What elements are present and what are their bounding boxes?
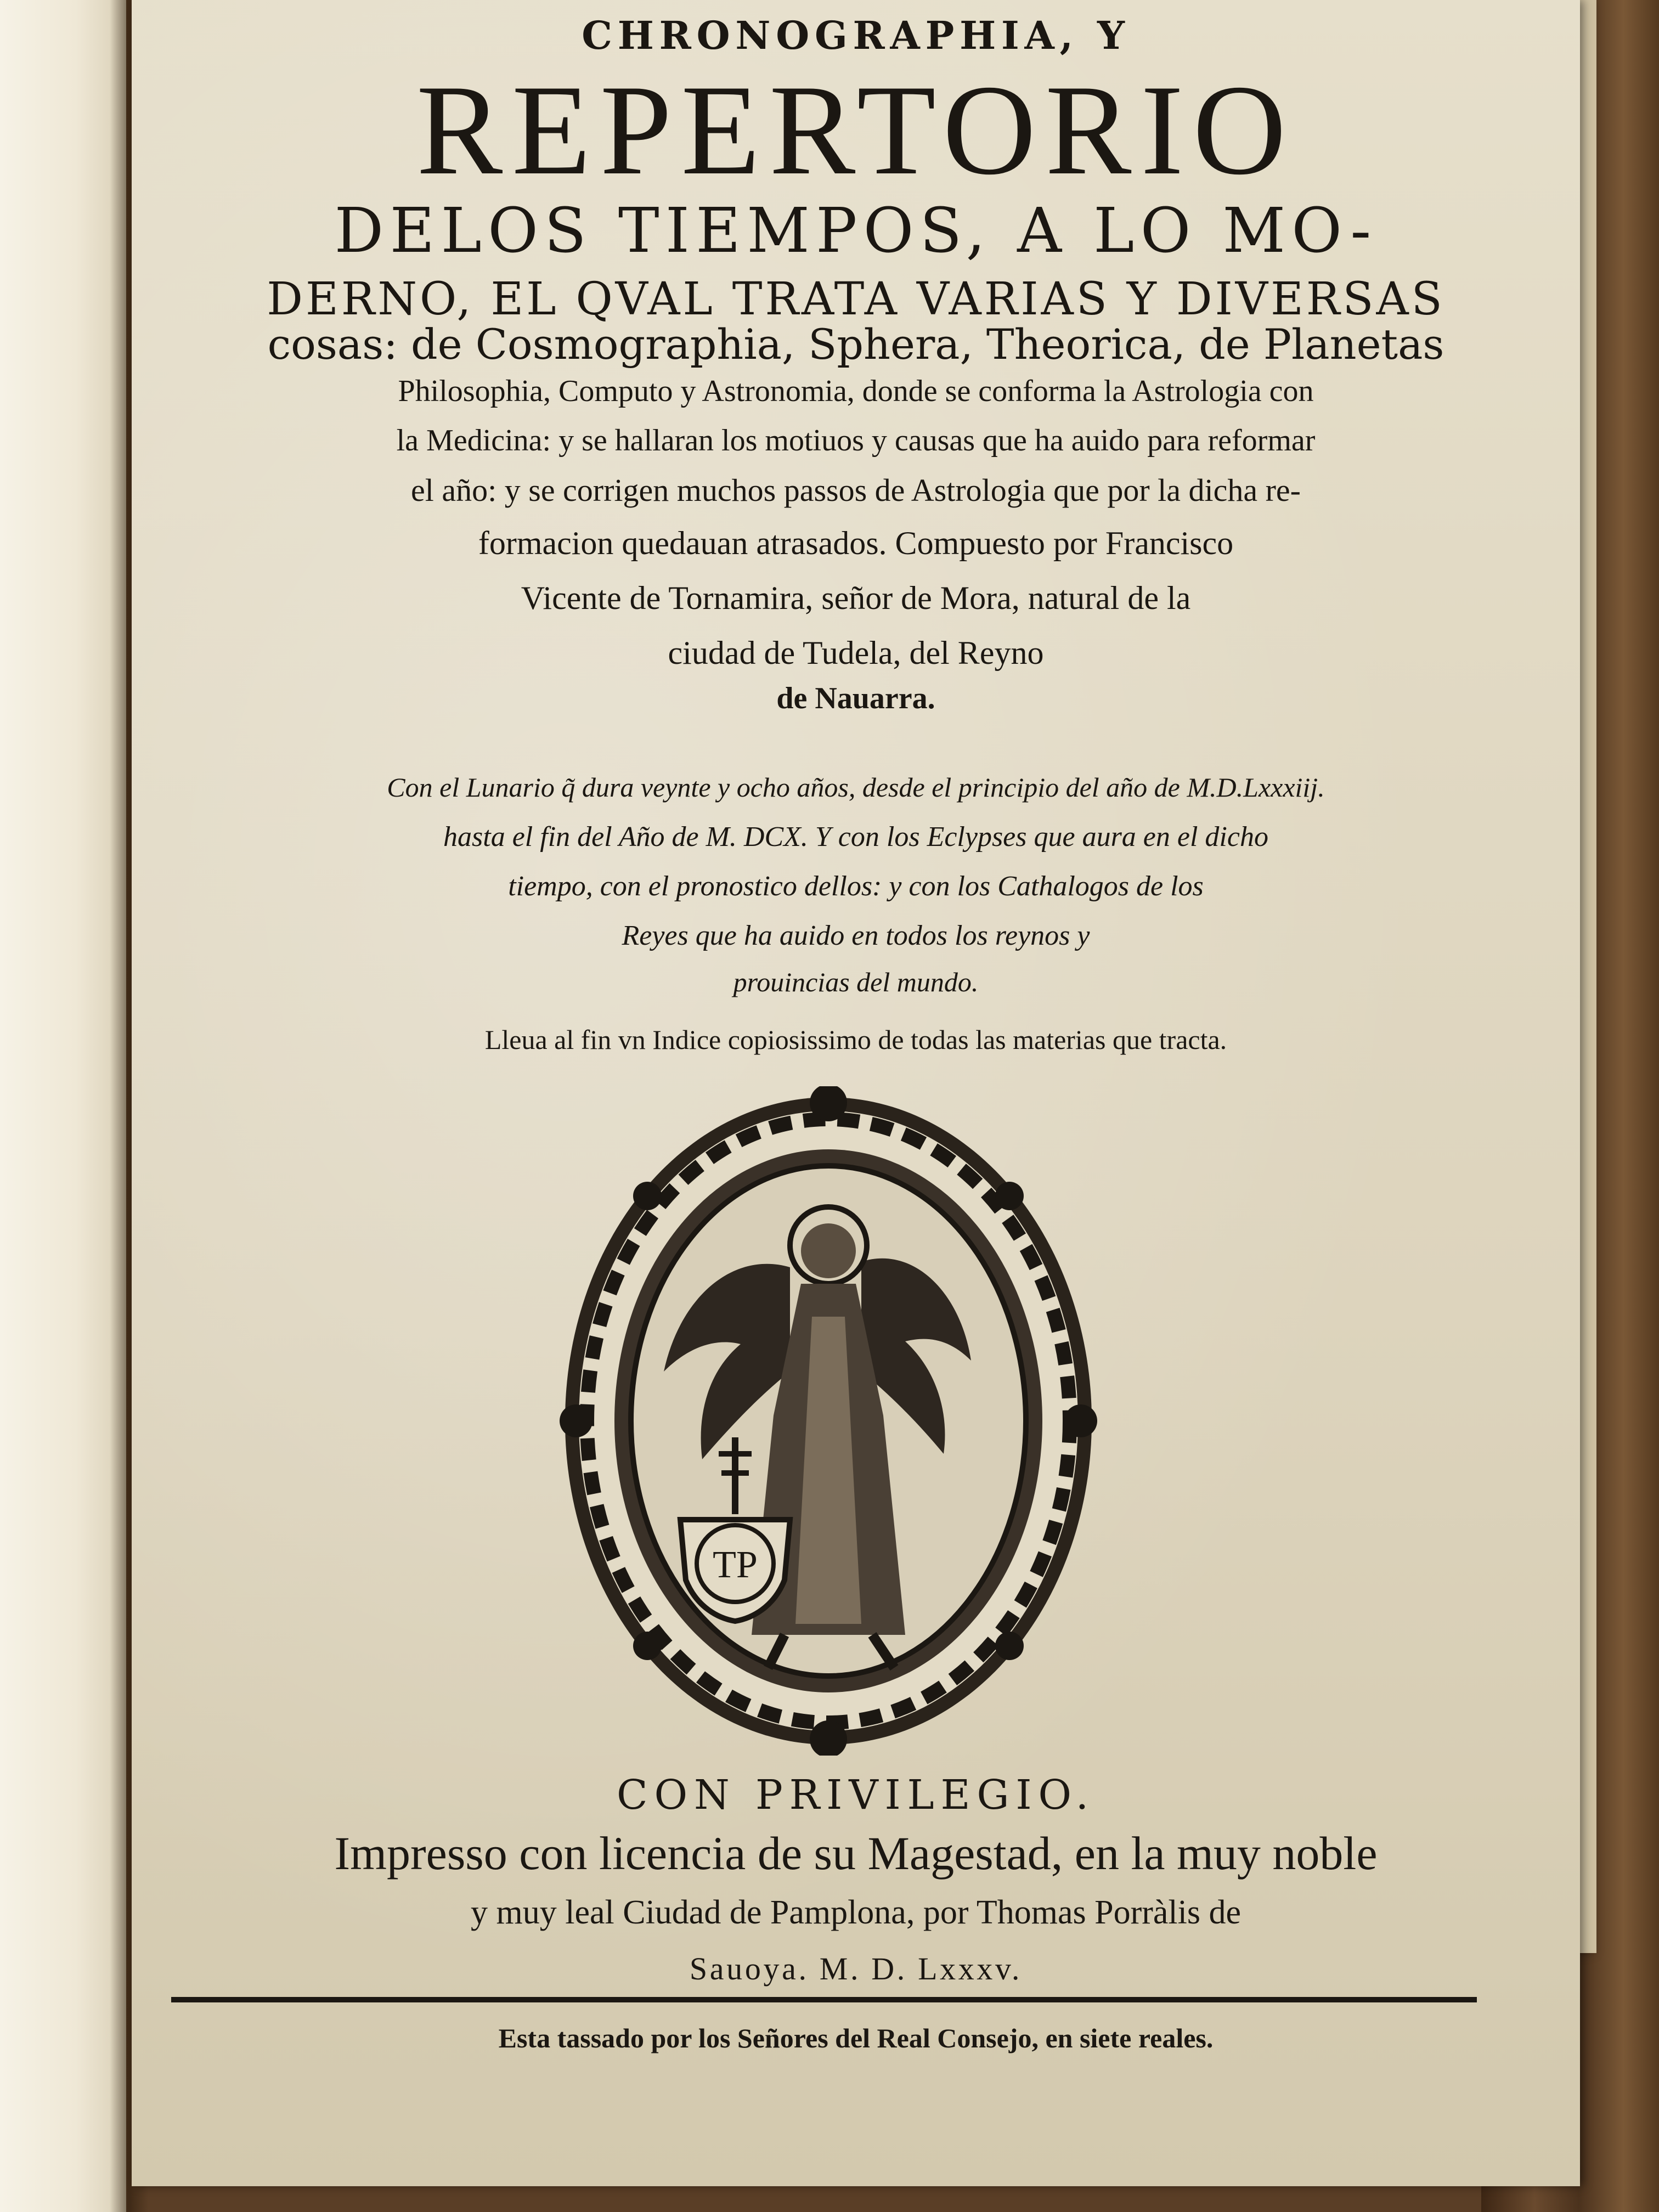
title-line-9: ciudad de Tudela, del Reyno [668,635,1044,671]
title-line-10: de Nauarra. [776,681,935,715]
seal-monogram-text: TP [713,1544,758,1586]
privilege-line: CON PRIVILEGIO. [617,1771,1095,1819]
imprint-line-3: Sauoya. M. D. Lxxxv. [689,1951,1023,1987]
header-line: CHRONOGRAPHIA, Y [582,13,1130,58]
title-page [132,0,1580,2186]
imprint-line-1: Impresso con licencia de su Magestad, en la muy noble [334,1827,1378,1880]
lunario-line-4: Reyes que ha auido en todos los reynos y [622,920,1090,951]
title-line-1: DELOS TIEMPOS, A LO MO- [334,195,1378,267]
lunario-line-1: Con el Lunario q̃ dura veynte y ocho años, desde el principio del año de M.D.Lxxxiij. [387,772,1325,803]
lunario-line-3: tiempo, con el pronostico dellos: y con los Cathalogos de los [508,871,1204,902]
tasa-line: Esta tassado por los Señores del Real Consejo, en siete reales. [498,2023,1214,2053]
index-line: Lleua al fin vn Indice copiosissimo de todas las materias que tracta. [484,1024,1227,1055]
title-line-8: Vicente de Tornamira, señor de Mora, natural de la [521,580,1191,616]
title-line-4: Philosophia, Computo y Astronomia, donde se conforma la Astrologia con [398,374,1314,408]
title-line-3: cosas: de Cosmographia, Sphera, Theorica, de Planetas [267,320,1444,369]
main-title: REPERTORIO [416,59,1296,202]
facing-left-page [0,0,126,2212]
title-line-6: el año: y se corrigen muchos passos de Astrologia que por la dicha re- [411,472,1301,508]
lunario-line-5: prouincias del mundo. [733,967,979,997]
horizontal-rule [171,1997,1477,2002]
title-line-5: la Medicina: y se hallaran los motiuos y causas que ha auido para reformar [396,424,1316,458]
lunario-line-2: hasta el fin del Año de M. DCX. Y con los Eclypses que aura en el dicho [443,821,1268,853]
printers-device-woodcut [554,1086,1103,1756]
imprint-line-2: y muy leal Ciudad de Pamplona, por Thomas Porràlis de [471,1894,1241,1931]
title-line-2: DERNO, EL QVAL TRATA VARIAS Y DIVERSAS [267,273,1445,325]
title-line-7: formacion quedauan atrasados. Compuesto por Francisco [478,525,1234,561]
